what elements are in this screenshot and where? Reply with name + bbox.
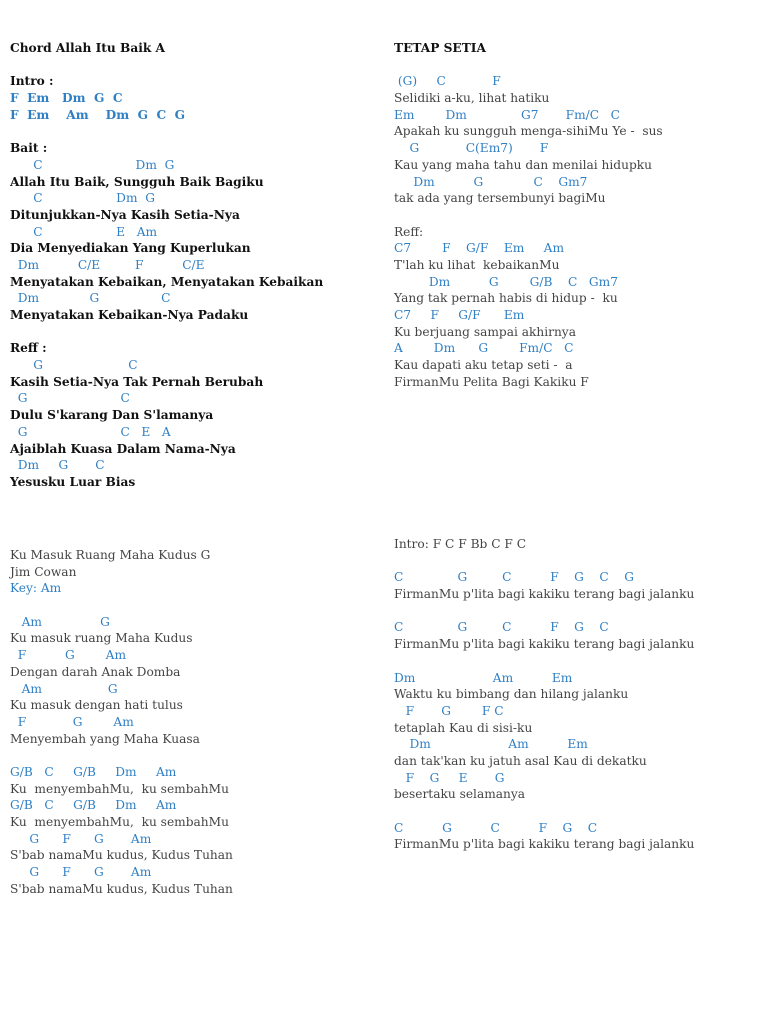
lyric-line: Ku masuk ruang Maha Kudus xyxy=(10,631,193,646)
chord-line: G/B C G/B Dm Am xyxy=(10,798,177,813)
lyric-line: Kau dapati aku tetap seti - a xyxy=(394,358,573,373)
chord-line: C E Am xyxy=(10,224,158,239)
lyric-line: S'bab namaMu kudus, Kudus Tuhan xyxy=(10,881,233,896)
chord-line: G/B C G/B Dm Am xyxy=(10,764,177,779)
lyric-line: FirmanMu p'lita bagi kakiku terang bagi jalanku xyxy=(394,587,695,602)
lyric-line: FirmanMu p'lita bagi kakiku terang bagi jalanku xyxy=(394,637,695,652)
lyric-line: Menyatakan Kebaikan, Menyatakan Kebaikan xyxy=(10,274,324,289)
chord-line: G C(Em7) F xyxy=(394,141,549,156)
lyric-line: tetaplah Kau di sisi-ku xyxy=(394,720,533,735)
song-firmanmu-pelita xyxy=(394,536,694,853)
chord-line: Dm Am Em xyxy=(394,737,588,752)
lyric-line: Ku masuk dengan hati tulus xyxy=(10,698,183,713)
lyric-line: Selidiki a-ku, lihat hatiku xyxy=(394,91,550,106)
chord-line: F G Am xyxy=(10,714,134,729)
lyric-line: Dulu S'karang Dan S'lamanya xyxy=(10,408,214,423)
lyric-line: Jim Cowan xyxy=(10,564,77,579)
lyric-line: Kau yang maha tahu dan menilai hidupku xyxy=(394,157,652,172)
lyric-line: Bait : xyxy=(10,141,48,156)
chord-line: Dm C/E F C/E xyxy=(10,257,205,272)
blank-line xyxy=(394,553,694,570)
chord-line: Key: Am xyxy=(10,581,62,596)
chord-line: F Em Dm G C xyxy=(10,91,123,106)
lyric-line: TETAP SETIA xyxy=(394,41,486,55)
lyric-line: FirmanMu Pelita Bagi Kakiku F xyxy=(394,374,589,389)
lyric-line: Chord Allah Itu Baik A xyxy=(10,41,165,55)
blank-line xyxy=(10,324,323,341)
song-ku-masuk-ruang-maha-kudus xyxy=(10,547,233,897)
lyric-line: S'bab namaMu kudus, Kudus Tuhan xyxy=(10,848,233,863)
chord-line: C G C F G C G xyxy=(394,570,634,585)
lyric-line: Reff: xyxy=(394,224,424,239)
blank-line xyxy=(10,123,323,140)
lyric-line: Allah Itu Baik, Sungguh Baik Bagiku xyxy=(10,174,264,189)
chord-line: G C xyxy=(10,391,130,406)
blank-line xyxy=(10,597,233,614)
chord-line: F G F C xyxy=(394,703,504,718)
chord-line: Dm G C xyxy=(10,458,105,473)
chord-line: C7 F G/F Em Am xyxy=(394,241,565,256)
chord-line: G C E A xyxy=(10,424,171,439)
lyric-line: Menyembah yang Maha Kuasa xyxy=(10,731,200,746)
lyric-line: Dengan darah Anak Domba xyxy=(10,664,181,679)
chord-line: Em Dm G7 Fm/C C xyxy=(394,107,621,122)
lyric-line: Waktu ku bimbang dan hilang jalanku xyxy=(394,687,629,702)
lyric-line: Ajaiblah Kuasa Dalam Nama-Nya xyxy=(10,441,236,456)
chord-line: (G) C F xyxy=(394,74,501,89)
blank-line xyxy=(10,747,233,764)
lyric-line: Ku Masuk Ruang Maha Kudus G xyxy=(10,548,211,562)
chord-line: Am G xyxy=(10,614,110,629)
chord-line: Dm G C xyxy=(10,291,171,306)
chord-line: A Dm G Fm/C C xyxy=(394,341,574,356)
blank-line xyxy=(394,803,694,820)
chord-line: C Dm G xyxy=(10,191,155,206)
lyric-line: Menyatakan Kebaikan-Nya Padaku xyxy=(10,308,249,322)
lyric-line: Ditunjukkan-Nya Kasih Setia-Nya xyxy=(10,207,240,222)
lyric-line: Intro: F C F Bb C F C xyxy=(394,537,527,551)
blank-line xyxy=(394,603,694,620)
chord-line: G F G Am xyxy=(10,831,152,846)
lyric-line: besertaku selamanya xyxy=(394,787,526,802)
lyric-line: Ku menyembahMu, ku sembahMu xyxy=(10,781,229,796)
chord-line: F Em Am Dm G C G xyxy=(10,107,186,122)
lyric-line: T'lah ku lihat kebaikanMu xyxy=(394,257,560,272)
song-tetap-setia xyxy=(394,40,663,390)
blank-line xyxy=(10,57,323,74)
lyric-line: Apakah ku sungguh menga-sihiMu Ye - sus xyxy=(394,124,663,139)
lyric-line: Intro : xyxy=(10,74,54,89)
lyric-line: Reff : xyxy=(10,341,47,356)
lyric-line: tak ada yang tersembunyi bagiMu xyxy=(394,191,606,206)
blank-line xyxy=(394,207,663,224)
chord-line: C7 F G/F Em xyxy=(394,308,525,322)
lyric-line: dan tak'kan ku jatuh asal Kau di dekatku xyxy=(394,753,647,768)
song-allah-itu-baik xyxy=(10,40,323,491)
chord-line: C G C F G C xyxy=(394,820,598,835)
chord-line: F G Am xyxy=(10,648,127,663)
chord-line: F G E G xyxy=(394,770,505,785)
chord-line: Dm G G/B C Gm7 xyxy=(394,274,618,289)
lyric-line: FirmanMu p'lita bagi kakiku terang bagi jalanku xyxy=(394,837,695,852)
lyric-line: Ku berjuang sampai akhirnya xyxy=(394,324,576,339)
lyric-line: Ku menyembahMu, ku sembahMu xyxy=(10,815,229,829)
chord-line: Dm Am Em xyxy=(394,670,573,685)
chord-line: Dm G C Gm7 xyxy=(394,174,588,189)
chord-line: G F G Am xyxy=(10,865,152,880)
lyric-line: Kasih Setia-Nya Tak Pernah Berubah xyxy=(10,374,264,389)
chord-line: C G C F G C xyxy=(394,620,609,635)
lyric-line: Dia Menyediakan Yang Kuperlukan xyxy=(10,241,251,256)
blank-line xyxy=(394,57,663,74)
chord-line: G C xyxy=(10,358,138,373)
chord-line: Am G xyxy=(10,681,118,696)
lyric-line: Yang tak pernah habis di hidup - ku xyxy=(394,291,618,306)
lyric-line: Yesusku Luar Bias xyxy=(10,474,136,489)
chord-line: C Dm G xyxy=(10,157,175,172)
blank-line xyxy=(394,653,694,670)
